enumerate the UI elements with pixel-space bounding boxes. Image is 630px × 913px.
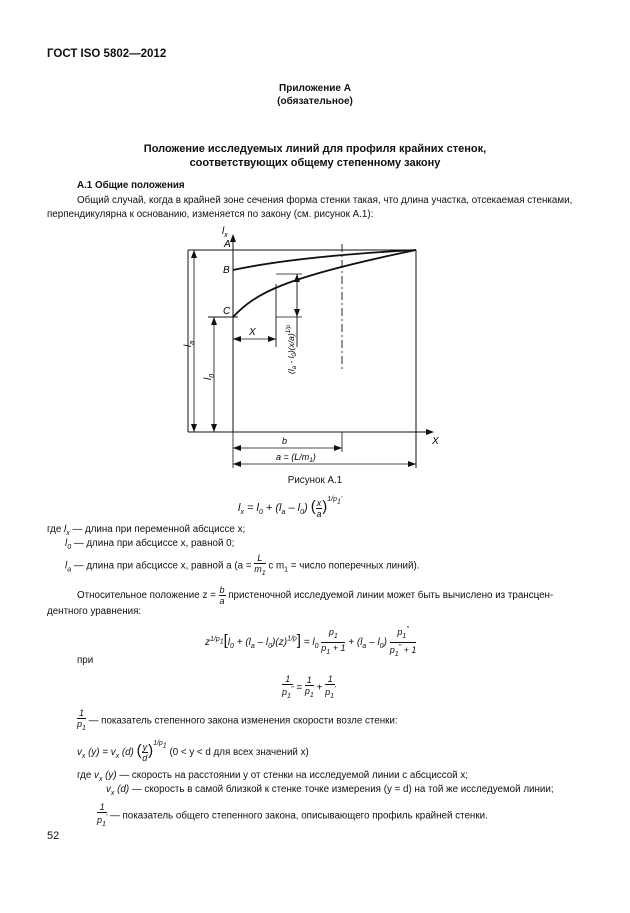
label-vertical-expr: $(l_a - l_0)(x/a)^{1/p}$: [286, 324, 298, 374]
curve-b: [233, 250, 416, 270]
velocity-formula: $v_x$ $(y) = v_x$ (d) ( $\frac{y}{d}$ )$^{1/p_1}$ (0 < y < d для всех значений x): [77, 740, 309, 763]
document-code: ГОСТ ISO 5802—2012: [47, 48, 167, 60]
label-l0: $l_0$: [203, 373, 216, 380]
label-b-dim: b: [282, 436, 288, 446]
figure-a1: [160, 222, 460, 470]
x-axis-arrow: [426, 429, 434, 435]
label-a-dim: $a = (L/m_1)$: [276, 452, 316, 464]
where1-line3: $l_a$ — длина при абсциссе x, равной a (a = $\frac{L}{m_1}$ с $m_1$ = число поперечных линий).: [65, 553, 420, 577]
where2-line1: где $v_x$ (y) — скорость на расстоянии y от стенки на исследуемой линии с абсциссой x;: [77, 770, 468, 783]
annex-title: Приложение А: [279, 83, 351, 94]
label-x-small: X: [249, 327, 256, 338]
page-number: 52: [47, 830, 60, 842]
equation-p: $\frac{1}{p_1^"}$ = $\frac{1}{p_1}$ + $\frac{1}{p_1'}$: [282, 674, 336, 700]
section-title-line1: Положение исследуемых линий для профиля крайних стенок,: [143, 143, 487, 155]
figure-caption: Рисунок А.1: [287, 475, 343, 486]
intro-line1: Общий случай, когда в крайней зоне сечения форма стенки такая, что длина участка, отсекаемая стенками,: [77, 195, 573, 206]
where2-line2: $v_x$ (d) — скорость в самой близкой к стенке точке измерения (y = d) на той же исследуемой линии;: [106, 784, 554, 797]
y-axis-arrow: [230, 234, 236, 242]
word-pri: при: [77, 655, 94, 666]
label-c: C: [223, 306, 231, 317]
label-la: $l_a$: [183, 340, 196, 347]
label-a: A: [224, 239, 231, 250]
where1-line2: $l_0$ — длина при абсциссе x, равной 0;: [65, 538, 235, 551]
where1-line1: где $l_x$ — длина при переменной абсциссе x;: [47, 524, 246, 537]
equation-transcendental: $z^{1/p_1}[l_0 + (l_a - l_0)(z)^{1/p}] = l_0$ $\frac{p_1}{p_1 + 1}$ + $(l_a - l_0)$ $\frac{p_1^"}{p_1^" + 1}$: [205, 626, 417, 658]
label-b: B: [223, 265, 230, 276]
formula-main: $l_x = l_0 + (l_a - l_0)$ ( $\frac{x}{a}$ )$^{1/p_1'}$: [238, 496, 343, 519]
intro-line2: перпендикулярна к основанию, изменяется по закону (см. рисунок А.1):: [47, 209, 374, 220]
power-law-line: $\frac{1}{p_1}$ — показатель степенного закона изменения скорости возле стенки:: [77, 708, 398, 732]
section-title-line2: соответствующих общему степенному закону: [189, 157, 441, 169]
annex-status: (обязательное): [277, 96, 353, 107]
label-lx: $l_x$: [222, 226, 228, 239]
curve-c: [233, 250, 416, 317]
subsection-heading: А.1 Общие положения: [77, 180, 185, 191]
label-x-axis: X: [432, 436, 439, 447]
general-law-line: $\frac{1}{p_1'}$ — показатель общего степенного закона, описывающего профиль крайней стенки.: [97, 802, 488, 828]
relpos-line2: дентного уравнения:: [47, 606, 142, 617]
relpos-line1: Относительное положение z = $\frac{b}{a}$ пристеночной исследуемой линии может быть вычислено из трансцен-: [77, 585, 554, 606]
